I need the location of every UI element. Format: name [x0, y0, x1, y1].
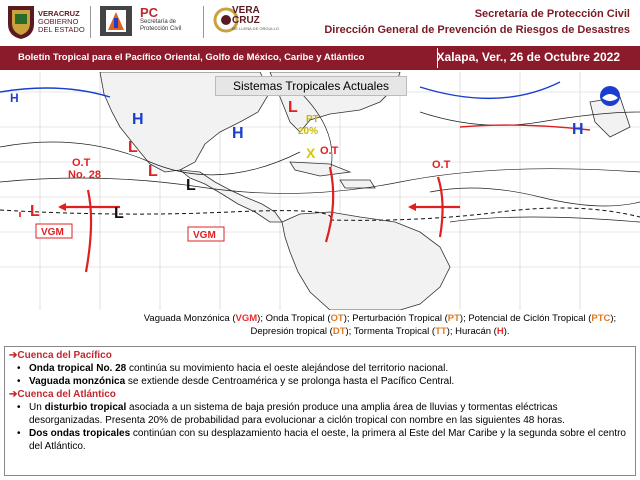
agency-title: Secretaría de Protección Civil — [474, 8, 630, 20]
map-title: Sistemas Tropicales Actuales — [215, 76, 407, 96]
low-label: L — [114, 205, 124, 222]
legend-line1-segment-3: OT — [330, 313, 344, 324]
legend-line1-segment-7: PTC — [591, 313, 611, 324]
place-date: Xalapa, Ver., 26 de Octubre 2022 — [436, 50, 620, 64]
legend-line1-segment-4: ); Perturbación Tropical ( — [343, 313, 448, 324]
vera-line2: CRUZ — [232, 15, 260, 26]
low-label: L — [30, 203, 40, 220]
vera-cruz-logo-text — [232, 6, 279, 32]
legend-line1-segment-5: PT — [447, 313, 460, 324]
bulletin-banner — [0, 46, 640, 70]
high-label: H — [132, 111, 144, 128]
pacific-item-1 — [9, 362, 631, 375]
direction-title: Dirección General de Prevención de Riesgos de Desastres — [324, 24, 630, 36]
atlantic-item-1 — [9, 401, 631, 427]
weather-map — [0, 72, 640, 310]
legend-line1-segment-8: ); — [610, 313, 617, 324]
pc-sub1: Secretaría de — [140, 19, 177, 25]
ot-caribbean-label: O.T — [320, 145, 339, 157]
bullet-dot: • — [17, 376, 21, 387]
atlantic-heading: ➔Cuenca del Atlántico — [9, 389, 116, 400]
state-logo-text — [38, 10, 85, 34]
bulletin-text — [4, 346, 636, 476]
bulletin-name: Boletín Tropical para el Pacífico Oriental, Golfo de México, Caribe y Atlántico — [18, 52, 365, 63]
legend-line1-segment-6: ); Potencial de Ciclón Tropical ( — [459, 313, 592, 324]
header-titles — [324, 6, 630, 38]
pacific-heading: ➔Cuenca del Pacífico — [9, 350, 112, 361]
logo1-line2: GOBIERNO — [38, 17, 79, 26]
pacific-item-1-bold: Onda tropical No. 28 — [29, 363, 127, 374]
atlantic-item-2-text: continúan con su desplazamiento hacia el oeste, la primera al Este del Mar Caribe y la segunda sobre el centro del Atlántico. — [29, 428, 626, 452]
atlantic-item-2 — [9, 427, 631, 453]
atlantic-item-1-text: asociada a un sistema de baja presión produce una amplia área de lluvias y tormentas eléctricas desorganizadas. Presenta 20% de probabilidad para evolucionar a ciclón tropical con nombre en las siguientes 48 horas. — [29, 402, 565, 426]
bullet-dot: • — [17, 363, 21, 374]
ot-pacific-label: O.T — [72, 157, 91, 169]
low-label: L — [148, 163, 158, 180]
pc-title: PC — [140, 5, 159, 20]
vgm-label-left: VGM — [41, 227, 64, 238]
legend-line2-segment-6: ). — [503, 326, 510, 337]
pacific-item-2-bold: Vaguada monzónica — [29, 376, 126, 387]
high-label: H — [232, 125, 244, 142]
header-divider-2 — [203, 6, 204, 38]
legend-line2-segment-0: Depresión tropical ( — [250, 326, 333, 337]
low-label: L — [288, 99, 298, 116]
logo1-line3: DEL ESTADO — [38, 25, 85, 34]
pacific-item-2 — [9, 375, 631, 388]
vera-line1: VERA — [232, 5, 260, 16]
legend-line2-segment-4: ); Huracán ( — [446, 326, 497, 337]
pc-logo-text — [140, 6, 181, 33]
bullet-dot: • — [17, 402, 21, 413]
high-label: H — [572, 121, 584, 138]
legend-line2-segment-1: DT — [332, 326, 346, 337]
low-label: L — [186, 177, 196, 194]
pt-label: PT — [306, 114, 319, 125]
civil-protection-logo — [98, 4, 134, 38]
veracruz-shield-logo — [6, 4, 36, 40]
header-divider — [90, 6, 91, 38]
low-label: L — [128, 139, 138, 156]
vgm-label-right: VGM — [193, 230, 216, 241]
pacific-item-2-text: se extiende desde Centroamérica y se prolonga hasta el Pacífico Central. — [125, 376, 455, 387]
legend-line2-segment-5: H — [496, 326, 504, 337]
legend-line-1 — [120, 312, 640, 325]
legend-line1-segment-1: VGM — [235, 313, 258, 324]
logo1-line1: VERACRUZ — [38, 9, 80, 18]
pacific-item-1-text: continúa su movimiento hacia el oeste alejándose del territorio nacional. — [126, 363, 449, 374]
atlantic-item-1-pre: Un — [29, 402, 45, 413]
ot-pacific-number: No. 28 — [68, 169, 102, 181]
pt-x-marker: X — [306, 145, 316, 161]
ot-atlantic-label: O.T — [432, 159, 451, 171]
weather-map-svg — [0, 72, 640, 310]
legend-line1-segment-0: Vaguada Monzónica ( — [143, 313, 236, 324]
high-label: H — [10, 91, 19, 105]
legend-line-2 — [120, 325, 640, 338]
map-legend — [120, 312, 640, 338]
bullet-dot: • — [17, 428, 21, 439]
vera-slogan: ME LLENA DE ORGULLO — [232, 26, 279, 31]
noaa-logo — [600, 86, 620, 106]
legend-line2-segment-3: TT — [435, 326, 447, 337]
header — [0, 0, 640, 44]
atlantic-item-1-bold: disturbio tropical — [44, 402, 127, 413]
legend-line2-segment-2: ); Tormenta Tropical ( — [345, 326, 436, 337]
atlantic-item-2-bold: Dos ondas tropicales — [29, 428, 131, 439]
pc-sub2: Protección Civil — [140, 26, 182, 32]
legend-line1-segment-2: ); Onda Tropical ( — [257, 313, 331, 324]
pt-percent: 20% — [298, 126, 319, 137]
